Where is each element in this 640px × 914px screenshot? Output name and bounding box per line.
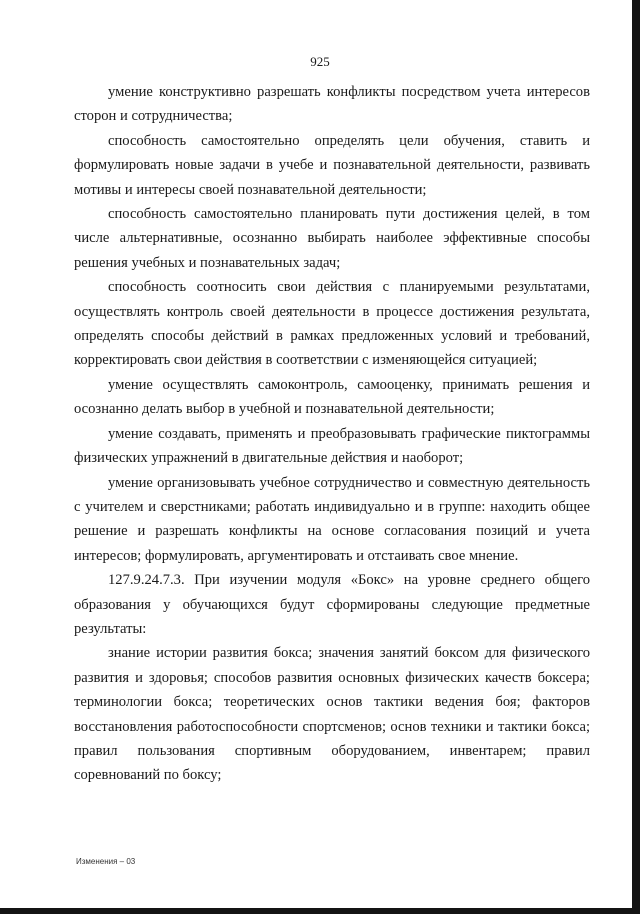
scan-border-right: [632, 0, 640, 914]
paragraph-self-assessment: умение осуществлять самоконтроль, самооценку, принимать решения и осознанно делать выбор в учебной и познавательной деятельности;: [74, 376, 590, 418]
paragraph-goal-setting: способность самостоятельно определять цели обучения, ставить и формулировать новые задачи в учебе и познавательной деятельности, развивать мотивы и интересы своей познавательной деятельности;: [74, 132, 590, 198]
paragraph-pictograms: умение создавать, применять и преобразовывать графические пиктограммы физических упражнений в двигательные действия и наоборот;: [74, 425, 590, 467]
footer-revision-note: Изменения – 03: [76, 857, 136, 866]
paragraph-boxing-module: 127.9.24.7.3. При изучении модуля «Бокс» на уровне среднего общего образования у обучающихся будут сформированы следующие предметные результаты:: [74, 572, 590, 637]
scan-border-bottom: [0, 908, 640, 914]
paragraph-boxing-knowledge: знание истории развития бокса; значения занятий боксом для физического развития и здоровья; способов развития основных физических качеств боксера; терминологии бокса; теоретических основ тактики ведения боя; факторов восстановления работоспособности спортсменов; основ техники и тактики бокса; правил пользования спортивным оборудованием, инвентарем; правил соревнований по боксу;: [74, 645, 590, 784]
page-number: 925: [310, 54, 330, 69]
paragraph-cooperation: умение организовывать учебное сотрудничество и совместную деятельность с учителем и сверстниками; работать индивидуально и в группе: находить общее решение и разрешать конфликты на основе согласования позиций и учета интересов; формулировать, аргументировать и отстаивать свое мнение.: [74, 474, 590, 564]
paragraph-planning: способность самостоятельно планировать пути достижения целей, в том числе альтернативные, осознанно выбирать наиболее эффективные способы решения учебных и познавательных задач;: [74, 206, 590, 271]
paragraph-conflict-resolution: умение конструктивно разрешать конфликты посредством учета интересов сторон и сотрудничества;: [74, 84, 590, 125]
paragraph-self-control: способность соотносить свои действия с планируемыми результатами, осуществлять контроль своей деятельности в процессе достижения результата, определять способы действий в рамках предложенных условий и требований, корректировать свои действия в соответствии с изменяющейся ситуацией;: [74, 279, 590, 369]
document-body: [74, 80, 590, 788]
